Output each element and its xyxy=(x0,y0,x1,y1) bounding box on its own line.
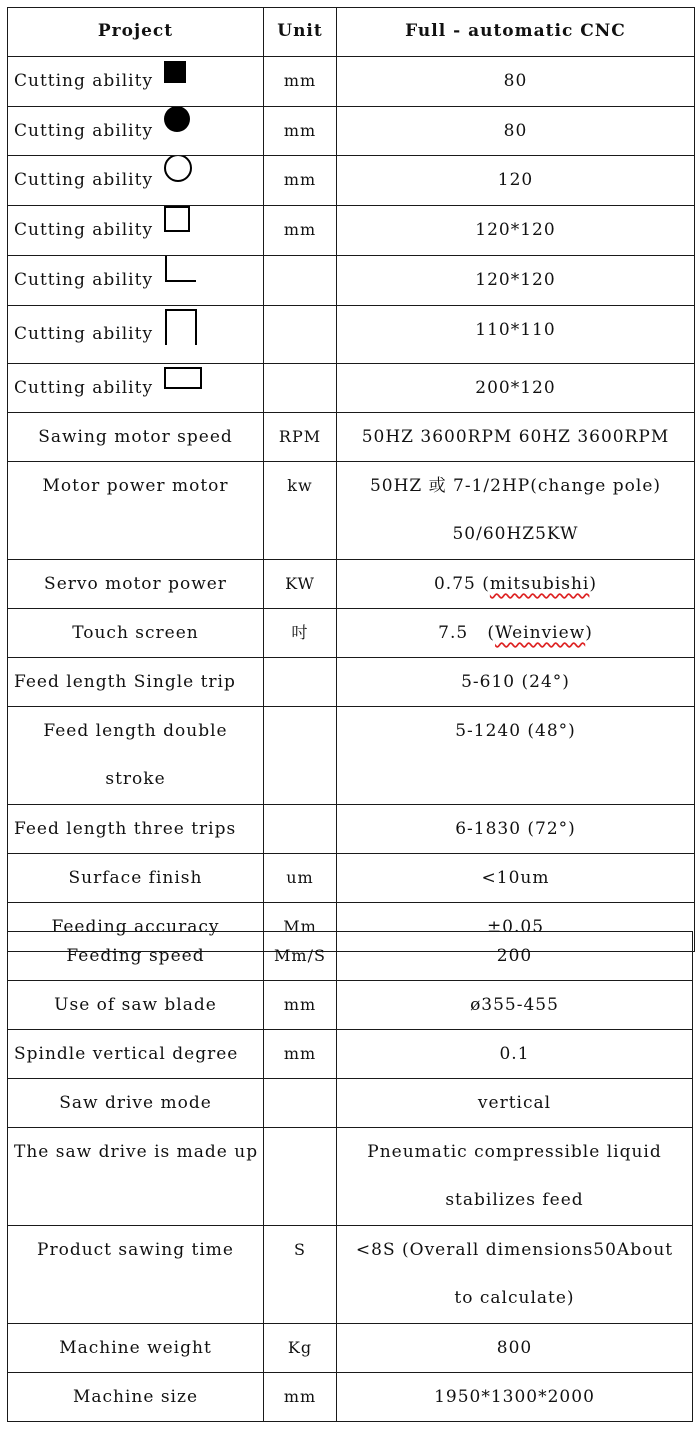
row-value xyxy=(337,609,695,658)
row-unit: 吋 xyxy=(264,609,337,658)
header-row xyxy=(8,8,695,57)
row-label: Machine weight xyxy=(8,1324,264,1373)
table-row xyxy=(8,1030,693,1079)
spec-table-top xyxy=(7,7,695,952)
spellcheck-word: mitsubishi xyxy=(489,574,590,594)
row-value: 120*120 xyxy=(337,206,695,256)
row-label: Spindle vertical degree xyxy=(8,1030,264,1079)
row-unit: Mm xyxy=(264,903,337,952)
table-row xyxy=(8,981,693,1030)
row-unit: mm xyxy=(264,57,337,107)
row-label: Saw drive mode xyxy=(8,1079,264,1128)
row-label: Use of saw blade xyxy=(8,981,264,1030)
row-value: 5-610 (24°) xyxy=(337,658,695,707)
row-value: 120*120 xyxy=(337,255,695,305)
row-value xyxy=(337,462,695,560)
row-label: Product sawing time xyxy=(8,1226,264,1324)
row-label: Touch screen xyxy=(8,609,264,658)
row-value: 200 xyxy=(337,932,693,981)
row-unit xyxy=(264,305,337,363)
channel-profile-icon xyxy=(163,308,199,364)
value-line: 50HZ 或 7-1/2HP(change pole) xyxy=(369,476,662,496)
value-line: Pneumatic compressible liquid xyxy=(367,1142,662,1162)
label-line: Feed length double xyxy=(43,721,228,741)
spellcheck-word: Weinview xyxy=(495,623,586,643)
table-row xyxy=(8,1324,693,1373)
row-unit: mm xyxy=(264,156,337,206)
row-unit: kw xyxy=(264,462,337,560)
row-value: 110*110 xyxy=(337,305,695,363)
table-row xyxy=(8,658,695,707)
row-value: 1950*1300*2000 xyxy=(337,1373,693,1422)
row-label: Sawing motor speed xyxy=(8,413,264,462)
row-unit: Mm/S xyxy=(264,932,337,981)
hollow-square-icon xyxy=(163,206,191,252)
row-label: Feeding accuracy xyxy=(8,903,264,952)
row-unit: mm xyxy=(264,1373,337,1422)
row-value: 5-1240 (48°) xyxy=(337,707,695,805)
row-value: <10um xyxy=(337,854,695,903)
spec-table-bottom xyxy=(7,931,693,1422)
header-project: Project xyxy=(8,8,264,57)
table-row xyxy=(8,57,695,107)
row-unit xyxy=(264,255,337,305)
row-unit: mm xyxy=(264,206,337,256)
row-label: Machine size xyxy=(8,1373,264,1422)
rectangle-profile-icon xyxy=(163,363,203,409)
row-label: Cutting ability xyxy=(14,269,154,290)
value-text: ) xyxy=(585,623,593,643)
value-line: <8S (Overall dimensions50About xyxy=(355,1240,674,1260)
row-label: Cutting ability xyxy=(14,220,154,240)
table-row xyxy=(8,363,695,413)
header-value: Full - automatic CNC xyxy=(337,8,695,57)
table-row xyxy=(8,560,695,609)
row-unit: Kg xyxy=(264,1324,337,1373)
row-unit: um xyxy=(264,854,337,903)
row-label: Servo motor power xyxy=(8,560,264,609)
row-label: Feed length Single trip xyxy=(8,658,264,707)
filled-square-icon xyxy=(163,57,187,103)
row-value xyxy=(337,1226,693,1324)
row-label: Feeding speed xyxy=(8,932,264,981)
row-label: Surface finish xyxy=(8,854,264,903)
row-value: 800 xyxy=(337,1324,693,1373)
label-line: stroke xyxy=(105,769,166,789)
angle-profile-icon xyxy=(163,255,197,302)
hollow-circle-icon xyxy=(163,156,193,203)
table-row xyxy=(8,1128,693,1226)
row-value: 120 xyxy=(337,156,695,206)
row-value: 6-1830 (72°) xyxy=(337,805,695,854)
row-value: 80 xyxy=(337,106,695,156)
row-value xyxy=(337,1128,693,1226)
row-unit: mm xyxy=(264,106,337,156)
row-value: 0.1 xyxy=(337,1030,693,1079)
table-row xyxy=(8,609,695,658)
row-label: The saw drive is made up xyxy=(8,1128,264,1226)
row-label: Cutting ability xyxy=(14,377,154,398)
value-line: stabilizes feed xyxy=(445,1190,584,1210)
row-value: 80 xyxy=(337,57,695,107)
value-line: 50/60HZ5KW xyxy=(452,524,579,544)
row-unit xyxy=(264,363,337,413)
row-unit: KW xyxy=(264,560,337,609)
header-unit: Unit xyxy=(264,8,337,57)
table-row xyxy=(8,255,695,305)
row-value: 200*120 xyxy=(337,363,695,413)
table-row xyxy=(8,1226,693,1324)
row-label: Cutting ability xyxy=(14,71,154,91)
table-row xyxy=(8,106,695,156)
table-row xyxy=(8,462,695,560)
row-value: ±0.05 xyxy=(337,903,695,952)
row-value: ø355-455 xyxy=(337,981,693,1030)
table-row xyxy=(8,156,695,206)
table-row xyxy=(8,932,693,981)
table-row xyxy=(8,206,695,256)
row-label: Cutting ability xyxy=(14,170,154,190)
row-label: Feed length three trips xyxy=(8,805,264,854)
table-row xyxy=(8,707,695,805)
row-label xyxy=(8,707,264,805)
table-row xyxy=(8,1373,693,1422)
row-unit: mm xyxy=(264,981,337,1030)
table-row xyxy=(8,854,695,903)
row-unit: RPM xyxy=(264,413,337,462)
row-unit xyxy=(264,1128,337,1226)
row-unit: S xyxy=(264,1226,337,1324)
row-unit xyxy=(264,707,337,805)
table-row xyxy=(8,413,695,462)
table-row xyxy=(8,305,695,363)
row-label: Cutting ability xyxy=(14,120,154,141)
row-unit xyxy=(264,658,337,707)
table-row xyxy=(8,1079,693,1128)
value-text: 0.75 ( xyxy=(433,574,490,594)
row-value: 50HZ 3600RPM 60HZ 3600RPM xyxy=(337,413,695,462)
row-unit: mm xyxy=(264,1030,337,1079)
value-line: to calculate) xyxy=(454,1288,575,1308)
row-label: Cutting ability xyxy=(14,323,154,344)
row-value xyxy=(337,560,695,609)
row-label: Motor power motor xyxy=(8,462,264,560)
value-text: ) xyxy=(589,574,598,594)
row-unit xyxy=(264,805,337,854)
value-text: 7.5 ( xyxy=(438,623,496,643)
row-value: vertical xyxy=(337,1079,693,1128)
filled-circle-icon xyxy=(163,106,191,152)
row-unit xyxy=(264,1079,337,1128)
table-row xyxy=(8,805,695,854)
